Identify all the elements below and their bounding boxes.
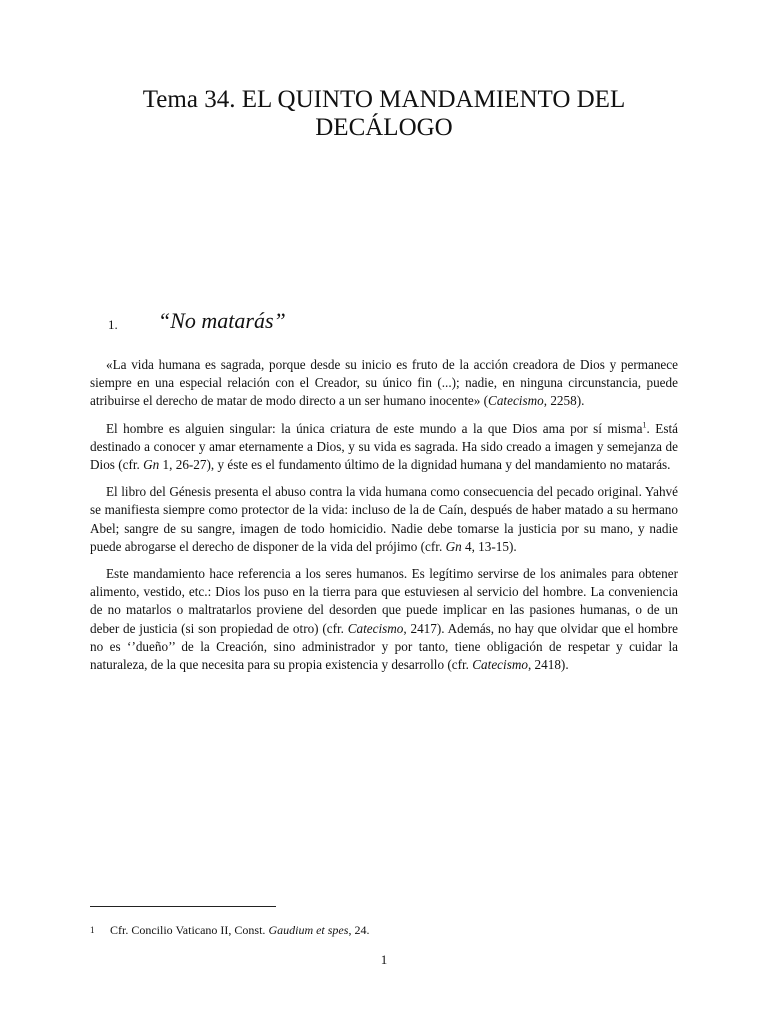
paragraph-text: , 2258).: [543, 393, 585, 409]
paragraph-3: [90, 483, 678, 556]
body-text: [90, 356, 678, 683]
footnote-divider: [90, 906, 276, 907]
paragraph-text: El libro del Génesis presenta el abuso contra la vida humana como consecuencia del pecado original. Yahvé se manifiesta siempre como protector de la vida: incluso de la de Caín, después de haber matado a su hermano Abel; sangre de su sangre, imagen de todo homicidio. Nadie debe tomarse la justicia por su mano, y nadie puede abrogarse el derecho de disponer de la vida del prójimo (cfr.: [90, 484, 678, 554]
paragraph-text: . Está destinado a conocer y amar eternamente a Dios, y su vida es sagrada. Ha sido creado a imagen y semejanza de Dios (cfr.: [90, 420, 678, 473]
section-heading: [108, 308, 608, 338]
paragraph-2: [90, 420, 678, 475]
paragraph-text: , 2418).: [527, 657, 569, 673]
section-title: “No matarás”: [158, 308, 286, 333]
citation: Gn: [143, 457, 160, 473]
citation: Catecismo: [347, 620, 404, 636]
citation: Catecismo: [472, 657, 528, 673]
footnote-reference: 1: [642, 420, 647, 430]
citation: Gn: [445, 538, 462, 554]
citation: Catecismo: [488, 393, 544, 409]
paragraph-1: [90, 356, 678, 411]
paragraph-text: 4, 13-15).: [461, 538, 517, 554]
paragraph-text: El hombre es alguien singular: la única criatura de este mundo a la que Dios ama por sí misma: [106, 420, 643, 436]
footnote-text: , 24.: [348, 923, 370, 937]
paragraph-text: , 2417). Además, no hay que olvidar que el hombre no es ‘’dueño’’ de la Creación, sino administrador y por tanto, tiene obligación de respetar y cuidar la naturaleza, de la que necesita para su propia existencia y desarrollo (cfr.: [90, 620, 678, 673]
page-title: Tema 34. EL QUINTO MANDAMIENTO DEL DECÁLOGO: [142, 86, 626, 141]
footnote-mark: 1: [90, 925, 95, 935]
page-number: 1: [380, 952, 388, 967]
paragraph-text: Este mandamiento hace referencia a los seres humanos. Es legítimo servirse de los animales para obtener alimento, vestido, etc.: Dios los puso en la tierra para que estuviesen al servicio del hombre. La conveniencia de no matarlos o maltratarlos proviene del desorden que puede implicar en las pasiones humanas, o de un deber de justicia (si son propiedad de otro) (cfr.: [90, 566, 678, 636]
paragraph-text: «La vida humana es sagrada, porque desde su inicio es fruto de la acción creadora de Dios y permanece siempre en una especial relación con el Creador, su único fin (...); nadie, en ninguna circunstancia, puede atribuirse el derecho de matar de modo directo a un ser humano inocente» (: [90, 357, 678, 409]
footnote-citation: Gaudium et spes: [268, 923, 349, 937]
paragraph-4: [90, 565, 678, 674]
footnote: [90, 922, 678, 938]
paragraph-text: 1, 26-27), y éste es el fundamento último de la dignidad humana y del mandamiento no matarás.: [159, 457, 671, 473]
footnote-text: Cfr. Concilio Vaticano II, Const.: [110, 923, 269, 937]
section-number: 1.: [108, 317, 118, 332]
